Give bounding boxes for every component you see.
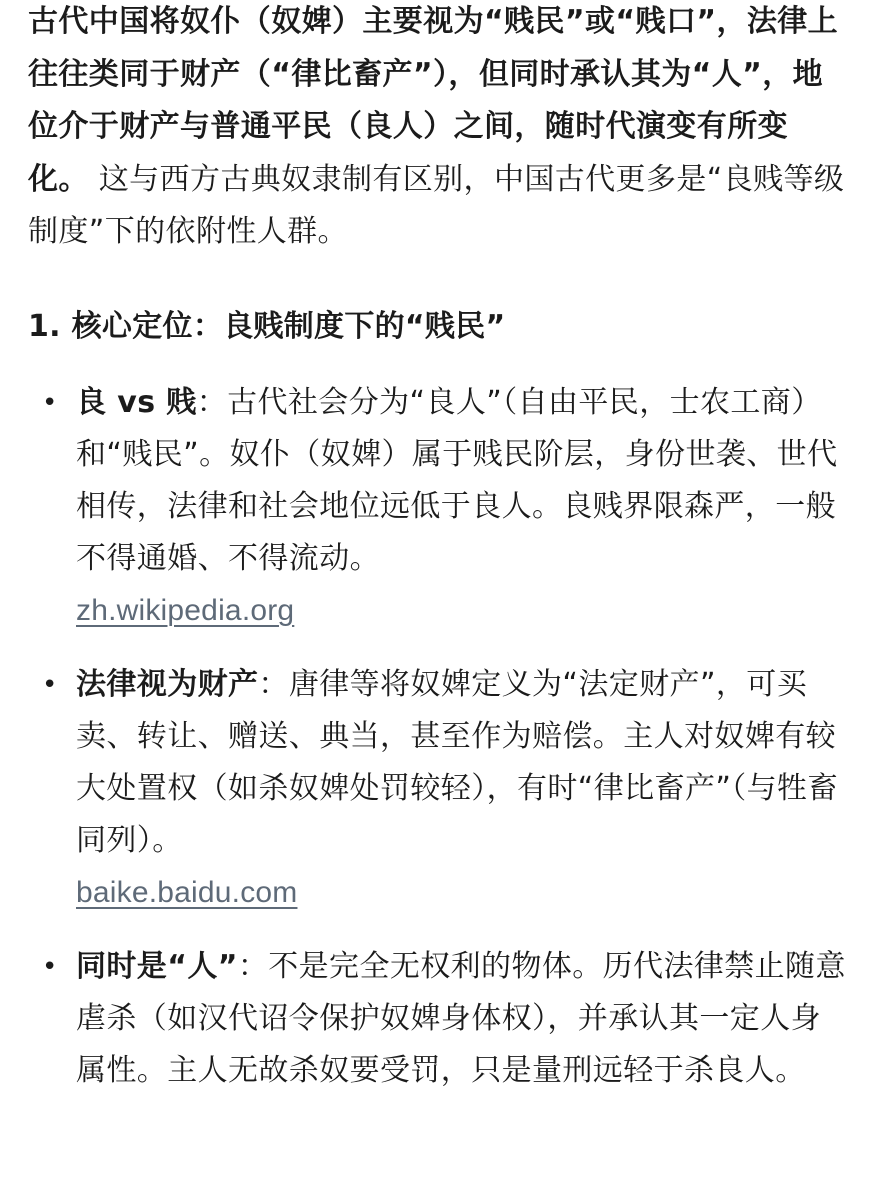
bullet-item-also-human	[28, 941, 846, 1097]
bullet-dot-icon: •	[42, 951, 58, 982]
bullet-title: 法律视为财产	[76, 666, 259, 702]
intro-continuation: 这与西方古典奴隶制有区别，中国古代更多是“良贱等级制度”下的依附性人群。	[28, 161, 845, 249]
bullet-separator: ：	[237, 948, 269, 984]
bullet-dot-icon: •	[42, 669, 58, 700]
bullet-item-liang-vs-jian	[28, 377, 846, 637]
intro-bold-summary: 古代中国将奴仆（奴婢）主要视为“贱民”或“贱口”，法律上往往类同于财产（“律比畜产”），但同时承认其为“人”，地位介于财产与普通平民（良人）之间，随时代演变有所变化。	[28, 4, 839, 197]
bullet-list	[28, 377, 846, 1097]
bullet-text: 古代社会分为“良人”（自由平民，士农工商）和“贱民”。奴仆（奴婢）属于贱民阶层，身份世袭、世代相传，法律和社会地位远低于良人。良贱界限森严，一般不得通婚、不得流动。	[76, 384, 838, 576]
bullet-title: 良 vs 贱	[76, 384, 197, 420]
bullet-separator: ：	[196, 384, 228, 420]
bullet-dot-icon: •	[42, 387, 58, 418]
source-link-baidu[interactable]: baike.baidu.com	[76, 875, 298, 909]
section-heading: 1. 核心定位：良贱制度下的“贱民”	[28, 308, 506, 344]
bullet-title: 同时是“人”	[76, 948, 238, 984]
bullet-item-legal-property	[28, 659, 846, 919]
bullet-text: 唐律等将奴婢定义为“法定财产”，可买卖、转让、赠送、典当，甚至作为赔偿。主人对奴婢有较大处置权（如杀奴婢处罚较轻），有时“律比畜产”（与牲畜同列）。	[76, 666, 838, 858]
bullet-separator: ：	[258, 666, 289, 702]
source-link-wikipedia[interactable]: zh.wikipedia.org	[76, 593, 295, 627]
bullet-text: 不是完全无权利的物体。历代法律禁止随意虐杀（如汉代诏令保护奴婢身体权），并承认其一定人身属性。主人无故杀奴要受罚，只是量刑远轻于杀良人。	[76, 948, 846, 1088]
intro-paragraph	[28, 0, 846, 259]
